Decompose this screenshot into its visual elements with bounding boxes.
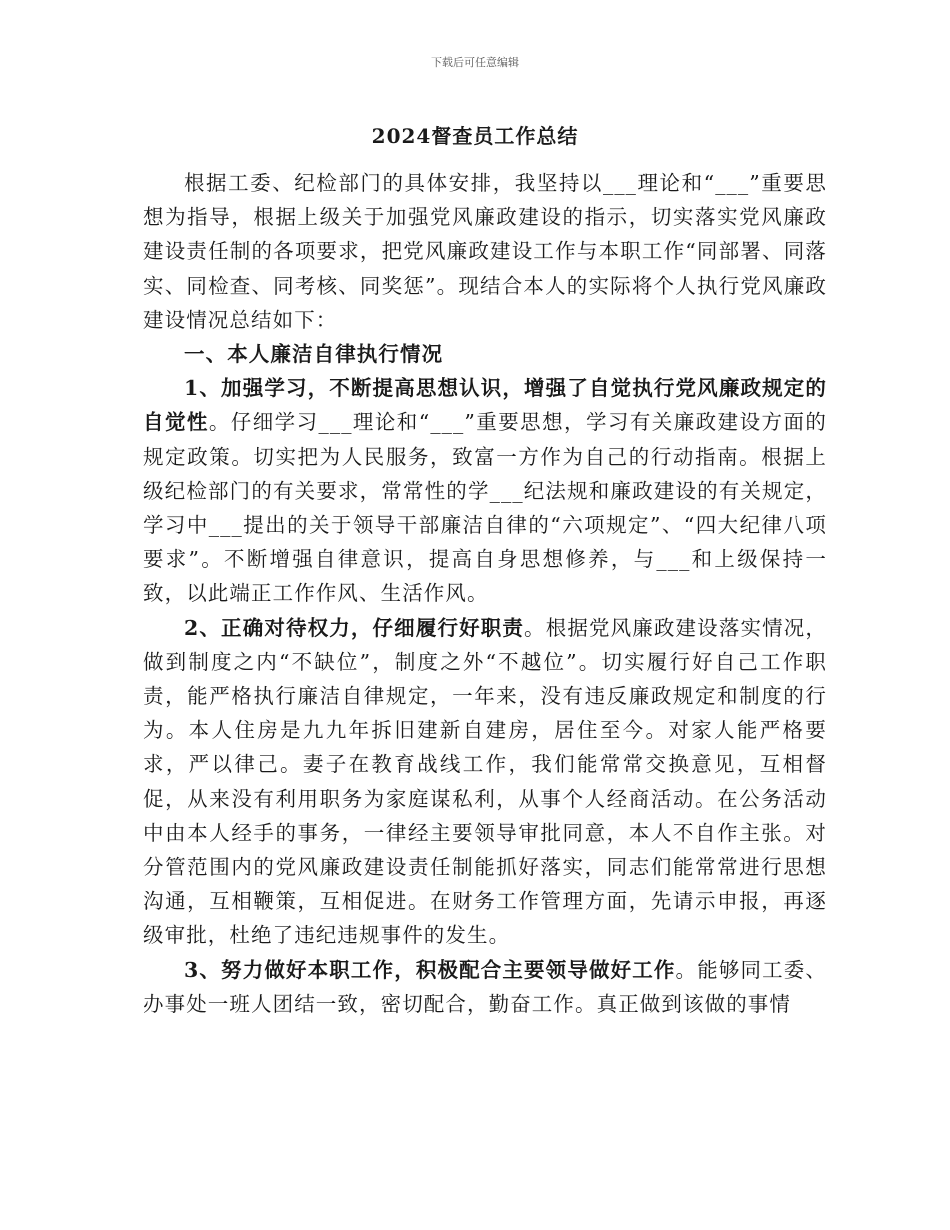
item-lead: 3、努力做好本职工作，积极配合主要领导做好工作 <box>184 957 676 982</box>
header-note: 下载后可任意编辑 <box>431 56 519 69</box>
document-body <box>143 166 827 1021</box>
list-item <box>143 953 827 1021</box>
intro-paragraph: 根据工委、纪检部门的具体安排，我坚持以___理论和“___”重要思想为指导，根据上级关于加强党风廉政建设的指示，切实落实党风廉政建设责任制的各项要求，把党风廉政建设工作与本职工作“同部署、同落实、同检查、同考核、同奖惩”。现结合本人的实际将个人执行党风廉政建设情况总结如下： <box>143 171 827 332</box>
page-title: 2024督查员工作总结 <box>371 124 579 148</box>
item-text: 。根据党风廉政建设落实情况，做到制度之内“不缺位”，制度之外“不越位”。切实履行好自己工作职责，能严格执行廉洁自律规定，一年来，没有违反廉政规定和制度的行为。本人住房是九九年拆旧建新自建房，居住至今。对家人能严格要求，严以律己。妻子在教育战线工作，我们能常常交换意见，互相督促，从来没有利用职务为家庭谋私利，从事个人经商活动。在公务活动中由本人经手的事务，一律经主要领导审批同意，本人不自作主张。对分管范围内的党风廉政建设责任制能抓好落实，同志们能常常进行思想沟通，互相鞭策，互相促进。在财务工作管理方面，先请示申报，再逐级审批，杜绝了违纪违规事件的发生。 <box>143 615 827 948</box>
list-item <box>143 611 827 953</box>
section-heading: 一、本人廉洁自律执行情况 <box>184 342 444 367</box>
item-text: 。能够同工委、办事处一班人团结一致，密切配合，勤奋工作。真正做到该做的事情 <box>143 957 828 1016</box>
item-text: 。仔细学习___理论和“___”重要思想，学习有关廉政建设方面的规定政策。切实把为人民服务，致富一方作为自己的行动指南。根据上级纪检部门的有关要求，常常性的学___纪法规和廉政建设的有关规定，学习中___提出的关于领导干部廉洁自律的“六项规定”、“四大纪律八项要求”。不断增强自律意识，提高自身思想修养，与___和上级保持一致，以此端正工作作风、生活作风。 <box>143 410 827 606</box>
item-lead: 1、加强学习，不断提高思想认识，增强了自觉执行党风廉政规定的自觉性 <box>143 376 827 435</box>
item-lead: 2、正确对待权力，仔细履行好职责 <box>184 615 525 640</box>
list-item <box>143 371 827 610</box>
